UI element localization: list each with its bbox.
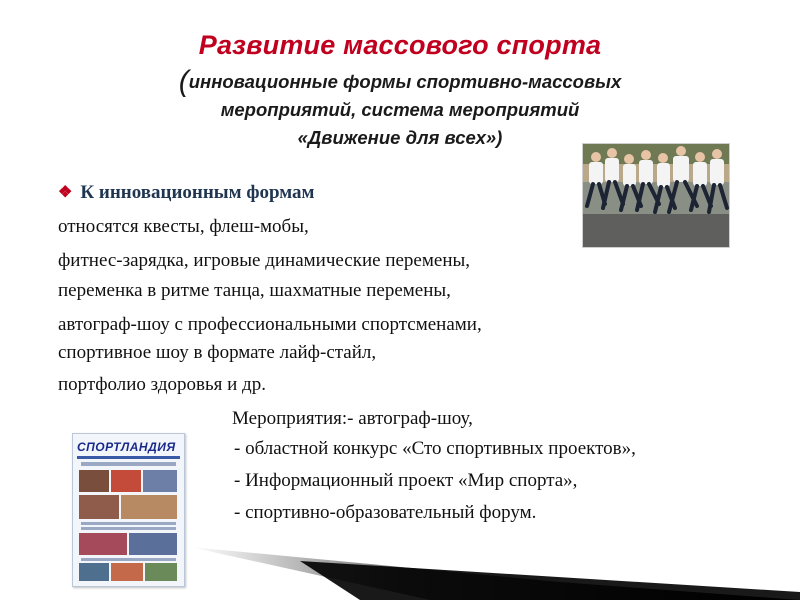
body-line-4: автограф-шоу с профессиональными спортсменами,: [58, 314, 482, 335]
bullet-heading: [58, 182, 315, 204]
events-line-1: Мероприятия:- автограф-шоу,: [232, 408, 473, 429]
diamond-bullet-icon: ❖: [58, 184, 73, 201]
magazine-cover: [72, 433, 185, 587]
events-line-3: - Информационный проект «Мир спорта»,: [234, 470, 578, 491]
body-line-2: фитнес-зарядка, игровые динамические перемены,: [58, 250, 470, 271]
subtitle-line-2: мероприятий, система мероприятий: [220, 99, 580, 120]
slide-title: Развитие массового спорта: [198, 30, 602, 60]
bullet-heading-text: К инновационным формам: [80, 182, 315, 203]
subtitle-open-paren: (: [178, 65, 189, 98]
body-line-5: спортивное шоу в формате лайф-стайл,: [58, 342, 377, 363]
subtitle-line-1: инновационные формы спортивно-массовых: [188, 71, 622, 92]
body-line-6: портфолио здоровья и др.: [58, 374, 266, 395]
magazine-title: СПОРТЛАНДИЯ: [77, 440, 176, 454]
events-line-4: - спортивно-образовательный форум.: [234, 502, 537, 523]
subtitle-line-3: «Движение для всех»): [297, 127, 503, 148]
body-line-3: переменка в ритме танца, шахматные перемены,: [58, 280, 451, 301]
magazine-illustration: [73, 434, 184, 586]
slide-subtitle: [100, 65, 700, 152]
events-line-2: - областной конкурс «Сто спортивных проектов»,: [234, 438, 636, 459]
runners-photo: [582, 143, 730, 248]
body-line-1: относятся квесты, флеш-мобы,: [58, 216, 309, 237]
